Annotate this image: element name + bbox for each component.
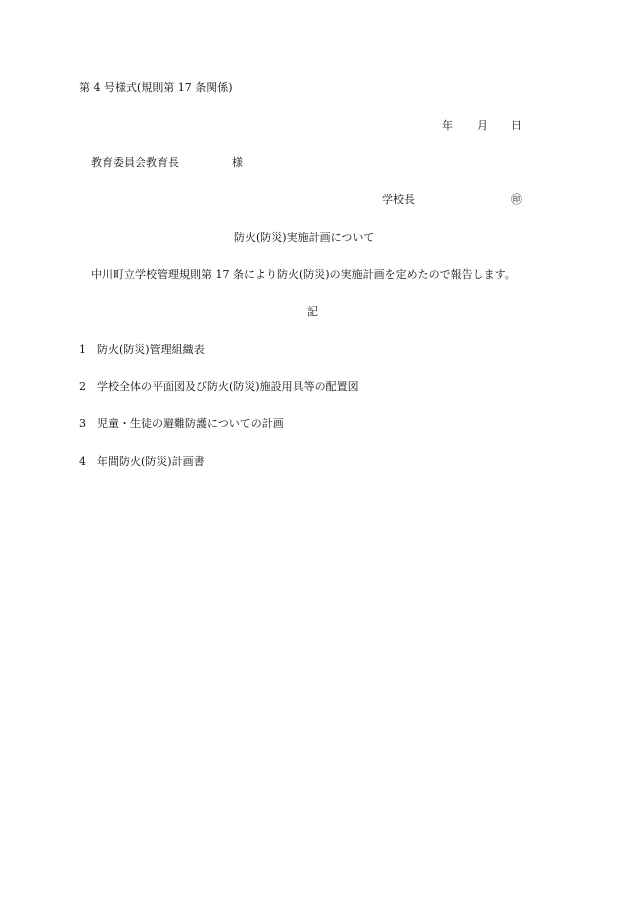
list-item-number: 2 — [79, 380, 86, 393]
date-month-label: 月 — [477, 119, 488, 132]
form-number: 第 4 号様式(規則第 17 条関係) — [79, 81, 233, 94]
list-item-number: 3 — [79, 417, 86, 430]
body-text: 中川町立学校管理規則第 17 条により防火(防災)の実施計画を定めたので報告します。 — [91, 268, 516, 281]
addressee: 教育委員会教育長 — [91, 156, 179, 169]
list-item — [79, 456, 205, 467]
ki-heading: 記 — [307, 305, 318, 318]
list-item — [79, 381, 359, 392]
list-item-text: 年間防火(防災)計画書 — [97, 455, 205, 468]
list-item-number: 4 — [79, 455, 86, 468]
honorific: 様 — [232, 156, 243, 169]
date-year-label: 年 — [442, 119, 453, 132]
list-item-text: 防火(防災)管理組織表 — [97, 343, 205, 356]
list-item — [79, 344, 205, 355]
list-item-number: 1 — [79, 343, 86, 356]
document-title: 防火(防災)実施計画について — [234, 231, 375, 244]
list-item-text: 学校全体の平面図及び防火(防災)施設用具等の配置図 — [97, 380, 359, 393]
seal-mark: ㊞ — [511, 193, 522, 206]
date-day-label: 日 — [511, 119, 522, 132]
list-item — [79, 418, 284, 429]
sender-title: 学校長 — [382, 193, 415, 206]
list-item-text: 児童・生徒の避難防護についての計画 — [97, 417, 284, 430]
